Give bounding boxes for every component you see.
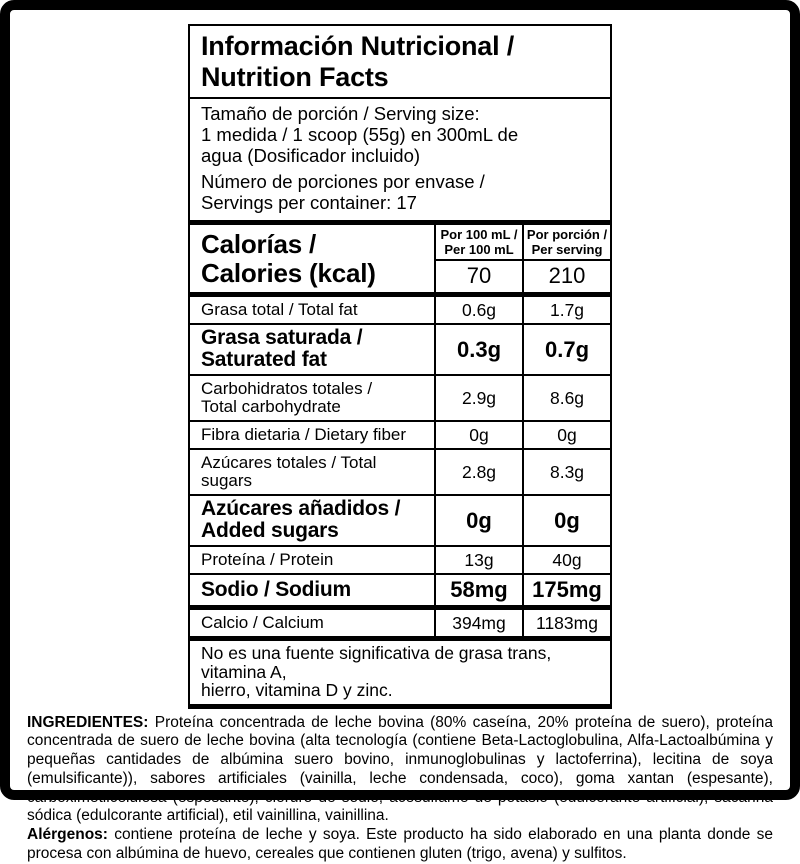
calories-per-100ml-value: 70 xyxy=(434,261,522,292)
serving-size-line: 1 medida / 1 scoop (55g) en 300mL de xyxy=(201,124,519,145)
nutrient-label-line: Azúcares añadidos / xyxy=(201,497,401,520)
calories-per-serving-value: 210 xyxy=(522,261,610,292)
nutrient-label-line: Sodio / Sodium xyxy=(201,577,352,601)
per-serving-value: 175mg xyxy=(522,575,610,605)
footnote-line: hierro, vitamina D y zinc. xyxy=(201,680,393,700)
per-100ml-value: 2.9g xyxy=(434,376,522,420)
ingredients-paragraph xyxy=(27,714,773,827)
label-text-block xyxy=(27,714,773,864)
per-serving-value: 8.3g xyxy=(522,450,610,494)
allergens-paragraph xyxy=(27,826,773,864)
nutrient-row-total-fat xyxy=(190,297,610,325)
per-serving-value: 8.6g xyxy=(522,376,610,420)
per-100ml-value: 2.8g xyxy=(434,450,522,494)
column-header-line: Por 100 mL / xyxy=(440,227,518,242)
panel-title-line: Nutrition Facts xyxy=(201,62,389,92)
nutrient-label-line: Grasa total / Total fat xyxy=(201,300,358,319)
nutrient-label xyxy=(190,575,434,605)
serving-size-line: Tamaño de porción / Serving size: xyxy=(201,103,480,124)
nutrient-row-total-carbohydrate xyxy=(190,376,610,422)
ingredients-text: Proteína concentrada de leche bovina (80% caseína, 20% proteína de suero), proteína concentrada de suero de leche bovina (alta tecnología (contiene Beta-Lactoglobulina, Alfa-Lactoalbúmina y pequeñas cantidades de albúmina suero bovino, inmunoglobulinas y lactoferrina), lecitina de soya (emulsificante)), sabores artificiales (vainilla, leche condensada, coco), goma xantan (espesante), carboximetilcelulosa (espesante), cloruro de sodio, acesulfame de potasio (edulcorante artificial), sacarina sódica (edulcorante artificial), etil vainillina, vainillina. xyxy=(27,713,774,825)
nutrient-label-line: Calcio / Calcium xyxy=(201,613,324,632)
nutrient-label xyxy=(190,376,434,420)
calories-section xyxy=(190,225,610,292)
per-100ml-value: 0.6g xyxy=(434,297,522,323)
ingredients-heading: INGREDIENTES: xyxy=(27,713,149,731)
per-100ml-column-header xyxy=(434,225,522,261)
nutrient-label-line: Added sugars xyxy=(201,519,339,542)
nutrient-row-sodium xyxy=(190,575,610,605)
per-serving-value: 1183mg xyxy=(522,610,610,636)
per-100ml-value: 0g xyxy=(434,422,522,448)
per-100ml-value: 0.3g xyxy=(434,325,522,374)
per-serving-value: 0.7g xyxy=(522,325,610,374)
servings-per-container xyxy=(201,171,599,213)
nutrient-row-dietary-fiber xyxy=(190,422,610,450)
nutrient-label-line: Saturated fat xyxy=(201,348,327,371)
nutrient-label xyxy=(190,610,434,636)
nutrient-label-line: Total carbohydrate xyxy=(201,397,341,416)
per-serving-value: 1.7g xyxy=(522,297,610,323)
nutrient-label-line: Azúcares totales / Total sugars xyxy=(201,453,377,490)
calories-label xyxy=(190,225,434,292)
footnote-line: No es una fuente significativa de grasa trans, vitamina A, xyxy=(201,643,552,682)
serving-size-line: agua (Dosificador incluido) xyxy=(201,145,421,166)
serving-size xyxy=(201,103,599,166)
nutrient-label xyxy=(190,450,434,494)
not-significant-source-footnote xyxy=(190,641,610,704)
nutrient-label xyxy=(190,325,434,374)
per-serving-value: 40g xyxy=(522,547,610,573)
nutrient-row-calcium xyxy=(190,610,610,636)
allergens-heading: Alérgenos: xyxy=(27,826,108,844)
nutrient-label-line: Proteína / Protein xyxy=(201,550,334,569)
calories-label-line: Calories (kcal) xyxy=(201,257,376,288)
per-serving-column-header xyxy=(522,225,610,261)
serving-section xyxy=(190,99,610,220)
servings-per-container-line: Servings per container: 17 xyxy=(201,192,417,213)
panel-title-line: Información Nutricional / xyxy=(201,31,515,61)
per-serving-value: 0g xyxy=(522,496,610,545)
nutrient-row-added-sugars xyxy=(190,496,610,547)
nutrient-label xyxy=(190,422,434,448)
nutrient-label xyxy=(190,297,434,323)
nutrient-label-line: Grasa saturada / xyxy=(201,326,363,349)
per-serving-value: 0g xyxy=(522,422,610,448)
nutrient-label xyxy=(190,496,434,545)
per-100ml-value: 13g xyxy=(434,547,522,573)
panel-title xyxy=(190,26,610,99)
nutrient-row-protein xyxy=(190,547,610,575)
column-header-line: Por porción / xyxy=(526,227,608,242)
column-header-line: Per 100 mL xyxy=(444,241,514,257)
servings-per-container-line: Número de porciones por envase / xyxy=(201,171,485,192)
nutrient-row-saturated-fat xyxy=(190,325,610,376)
allergens-text: contiene proteína de leche y soya. Este producto ha sido elaborado en una planta donde se procesa con albúmina de huevo, cereales que contienen gluten (trigo, avena) y sulfitos. xyxy=(27,826,773,863)
per-100ml-value: 0g xyxy=(434,496,522,545)
per-100ml-value: 394mg xyxy=(434,610,522,636)
nutrient-row-total-sugars xyxy=(190,450,610,496)
nutrition-facts-panel xyxy=(188,24,612,709)
nutrient-label-line: Carbohidratos totales / xyxy=(201,379,373,398)
column-header-line: Per serving xyxy=(531,241,603,257)
calories-label-line: Calorías / xyxy=(201,228,317,259)
nutrient-label xyxy=(190,547,434,573)
nutrient-label-line: Fibra dietaria / Dietary fiber xyxy=(201,425,407,444)
per-100ml-value: 58mg xyxy=(434,575,522,605)
